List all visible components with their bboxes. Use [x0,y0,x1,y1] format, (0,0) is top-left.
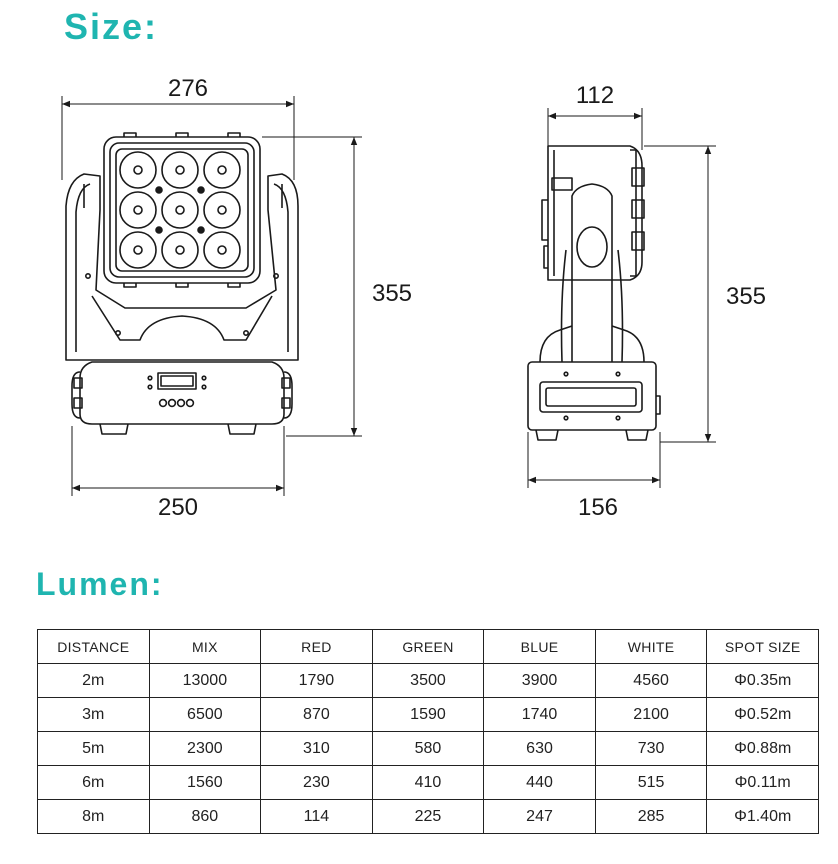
side-height-label: 355 [725,283,767,310]
column-header: SPOT SIZE [707,630,819,664]
table-cell: 3m [38,698,150,732]
lumen-section-title: Lumen: [36,566,164,602]
table-cell: 247 [484,800,596,834]
table-cell: 730 [595,732,707,766]
table-row [38,664,819,698]
table-cell: 2300 [149,732,261,766]
column-header: GREEN [372,630,484,664]
size-section-title: Size: [64,6,159,47]
table-cell: 860 [149,800,261,834]
table-cell: 6m [38,766,150,800]
column-header: BLUE [484,630,596,664]
table-cell: 870 [261,698,373,732]
table-cell: 225 [372,800,484,834]
table-row [38,800,819,834]
table-cell: 2100 [595,698,707,732]
front-view-drawing [66,133,298,434]
table-cell: 3500 [372,664,484,698]
table-row [38,698,819,732]
table-cell: 580 [372,732,484,766]
front-height-label: 355 [371,280,413,307]
table-cell: 310 [261,732,373,766]
table-cell: 230 [261,766,373,800]
column-header: RED [261,630,373,664]
table-cell: 8m [38,800,150,834]
table-cell: 440 [484,766,596,800]
table-cell: 5m [38,732,150,766]
column-header: MIX [149,630,261,664]
table-header-row [38,630,819,664]
side-width-base-label: 156 [577,494,619,521]
table-cell: 515 [595,766,707,800]
column-header: WHITE [595,630,707,664]
table-cell: Φ0.52m [707,698,819,732]
table-cell: 13000 [149,664,261,698]
table-cell: 1590 [372,698,484,732]
side-view-drawing [528,146,660,440]
table-cell: 2m [38,664,150,698]
front-width-top-label: 276 [167,75,209,102]
table-cell: 1790 [261,664,373,698]
table-cell: Φ0.35m [707,664,819,698]
table-cell: 1560 [149,766,261,800]
table-cell: 114 [261,800,373,834]
table-cell: 6500 [149,698,261,732]
table-row [38,732,819,766]
led-lens-grid [120,152,240,268]
control-panel [148,373,206,406]
table-cell: 3900 [484,664,596,698]
table-cell: Φ0.88m [707,732,819,766]
lumen-table [37,629,819,834]
front-width-base-label: 250 [157,494,199,521]
table-cell: 630 [484,732,596,766]
table-cell: 410 [372,766,484,800]
table-cell: Φ0.11m [707,766,819,800]
table-cell: 1740 [484,698,596,732]
table-cell: 285 [595,800,707,834]
column-header: DISTANCE [38,630,150,664]
table-cell: Φ1.40m [707,800,819,834]
table-row [38,766,819,800]
side-width-top-label: 112 [575,82,615,109]
table-cell: 4560 [595,664,707,698]
